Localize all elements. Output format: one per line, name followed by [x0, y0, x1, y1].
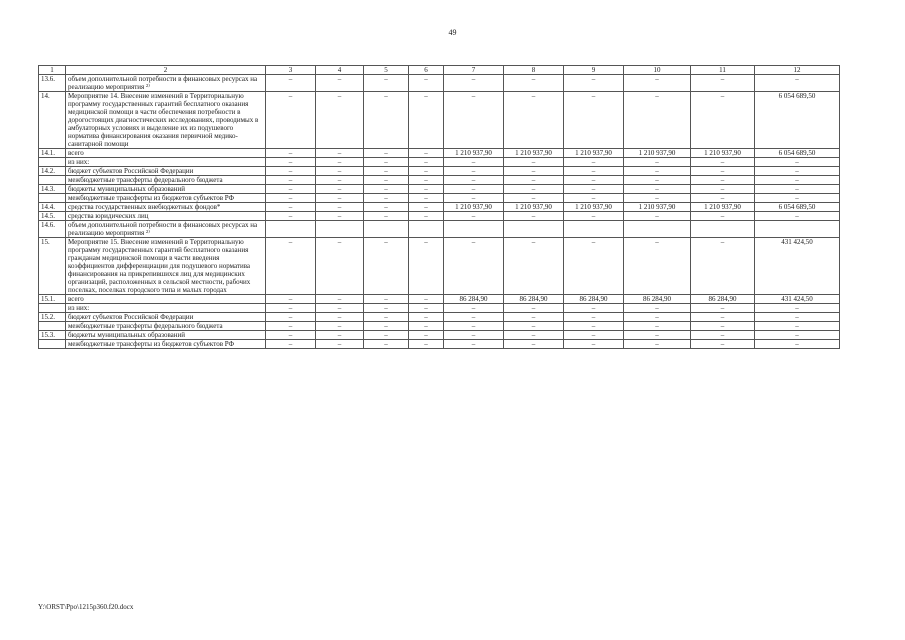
value-cell: – — [444, 238, 504, 295]
row-description: бюджеты муниципальных образований — [66, 185, 266, 194]
value-cell: – — [266, 167, 316, 176]
value-cell: – — [691, 238, 755, 295]
value-cell: – — [755, 176, 840, 185]
value-cell: – — [409, 322, 444, 331]
value-cell: 1 210 937,90 — [564, 149, 624, 158]
column-header: 4 — [316, 66, 364, 75]
row-description: всего — [66, 295, 266, 304]
value-cell: – — [266, 75, 316, 92]
value-cell: – — [409, 92, 444, 149]
value-cell: – — [691, 212, 755, 221]
table-row — [39, 304, 840, 313]
value-cell: – — [364, 149, 409, 158]
row-description: межбюджетные трансферты федерального бюджета — [66, 322, 266, 331]
value-cell — [755, 221, 840, 238]
value-cell: – — [409, 238, 444, 295]
row-number: 14.3. — [39, 185, 66, 194]
value-cell: – — [364, 295, 409, 304]
footer-file-path: Y:\ORST\Ppo\1215p360.f20.docx — [38, 603, 134, 611]
value-cell: – — [504, 340, 564, 349]
value-cell: – — [691, 92, 755, 149]
row-description: объем дополнительной потребности в финансовых ресурсах на реализацию мероприятия ²⁾ — [66, 221, 266, 238]
value-cell: – — [564, 176, 624, 185]
value-cell: 6 054 689,50 — [755, 92, 840, 149]
value-cell: – — [409, 158, 444, 167]
value-cell: – — [624, 167, 691, 176]
value-cell: – — [504, 238, 564, 295]
value-cell: – — [564, 304, 624, 313]
value-cell: – — [266, 331, 316, 340]
value-cell: – — [444, 304, 504, 313]
value-cell: – — [691, 340, 755, 349]
value-cell: – — [624, 75, 691, 92]
value-cell: – — [564, 331, 624, 340]
value-cell: – — [364, 176, 409, 185]
value-cell: – — [444, 212, 504, 221]
value-cell: – — [564, 92, 624, 149]
row-number — [39, 176, 66, 185]
table-row — [39, 340, 840, 349]
value-cell: – — [755, 185, 840, 194]
value-cell: 1 210 937,90 — [444, 149, 504, 158]
value-cell: – — [364, 313, 409, 322]
value-cell: – — [316, 158, 364, 167]
value-cell: – — [316, 149, 364, 158]
value-cell: – — [624, 92, 691, 149]
table-row — [39, 194, 840, 203]
row-number: 15.3. — [39, 331, 66, 340]
value-cell: 1 210 937,90 — [624, 149, 691, 158]
value-cell: – — [316, 176, 364, 185]
row-number: 13.6. — [39, 75, 66, 92]
row-description: межбюджетные трансферты федерального бюджета — [66, 176, 266, 185]
value-cell: – — [564, 185, 624, 194]
value-cell: 1 210 937,90 — [504, 149, 564, 158]
column-header: 5 — [364, 66, 409, 75]
value-cell: – — [755, 212, 840, 221]
value-cell — [504, 221, 564, 238]
value-cell: – — [266, 158, 316, 167]
value-cell: – — [364, 331, 409, 340]
page-number: 49 — [448, 28, 457, 37]
table-row — [39, 158, 840, 167]
value-cell: – — [755, 158, 840, 167]
value-cell: – — [444, 185, 504, 194]
column-header: 12 — [755, 66, 840, 75]
table-row — [39, 75, 840, 92]
value-cell: – — [409, 212, 444, 221]
column-header: 7 — [444, 66, 504, 75]
value-cell: – — [364, 75, 409, 92]
table-row — [39, 149, 840, 158]
value-cell: – — [316, 194, 364, 203]
row-number: 15.1. — [39, 295, 66, 304]
row-number — [39, 194, 66, 203]
row-number: 14.6. — [39, 221, 66, 238]
value-cell: – — [364, 304, 409, 313]
value-cell: – — [409, 75, 444, 92]
value-cell: – — [691, 185, 755, 194]
table-row — [39, 313, 840, 322]
value-cell: – — [266, 304, 316, 313]
value-cell: – — [691, 167, 755, 176]
value-cell: – — [755, 340, 840, 349]
row-description: бюджеты муниципальных образований — [66, 331, 266, 340]
value-cell: – — [691, 176, 755, 185]
value-cell: – — [624, 340, 691, 349]
value-cell: – — [316, 167, 364, 176]
row-description: Мероприятие 15. Внесение изменений в Территориальную программу государственных гарантий бесплатного оказания гражданам медицинской помощи в части введения коэффициентов дифференциации для подушевого норматива финансирования на прикрепившихся лиц для медицинских организаций, расположенных в сельской местности, рабочих поселках, поселках городского типа и малых городах — [66, 238, 266, 295]
value-cell: – — [755, 167, 840, 176]
value-cell: – — [624, 212, 691, 221]
table-row — [39, 203, 840, 212]
value-cell: – — [755, 313, 840, 322]
value-cell: – — [316, 92, 364, 149]
row-number — [39, 322, 66, 331]
column-header: 8 — [504, 66, 564, 75]
value-cell: – — [624, 194, 691, 203]
value-cell: – — [564, 313, 624, 322]
value-cell: 1 210 937,90 — [564, 203, 624, 212]
value-cell: – — [409, 194, 444, 203]
value-cell: – — [266, 238, 316, 295]
column-header: 1 — [39, 66, 66, 75]
value-cell: – — [266, 203, 316, 212]
value-cell: – — [266, 149, 316, 158]
value-cell: 86 284,90 — [564, 295, 624, 304]
value-cell: – — [755, 75, 840, 92]
row-description: средства юридических лиц — [66, 212, 266, 221]
row-number: 14.5. — [39, 212, 66, 221]
value-cell: 1 210 937,90 — [504, 203, 564, 212]
value-cell: – — [364, 203, 409, 212]
value-cell: – — [444, 331, 504, 340]
value-cell — [564, 221, 624, 238]
row-description: Мероприятие 14. Внесение изменений в Территориальную программу государственных гарантий бесплатного оказания медицинской помощи в части обеспечения потребности в дорогостоящих диагностических исследованиях, проводимых в амбулаторных условиях и выделение их из подушевого норматива финансирования оказания первичной медико-санитарной помощи — [66, 92, 266, 149]
value-cell: – — [564, 75, 624, 92]
row-description: средства государственных внебюджетных фондов* — [66, 203, 266, 212]
row-description: из них: — [66, 304, 266, 313]
value-cell: – — [564, 340, 624, 349]
value-cell: – — [624, 158, 691, 167]
value-cell: – — [624, 322, 691, 331]
value-cell: – — [364, 185, 409, 194]
value-cell: – — [409, 304, 444, 313]
value-cell: – — [624, 238, 691, 295]
value-cell: – — [755, 194, 840, 203]
value-cell: – — [409, 331, 444, 340]
table-row — [39, 212, 840, 221]
value-cell: – — [364, 167, 409, 176]
value-cell: – — [266, 212, 316, 221]
value-cell: – — [691, 158, 755, 167]
column-header: 2 — [66, 66, 266, 75]
column-header: 6 — [409, 66, 444, 75]
value-cell: 86 284,90 — [444, 295, 504, 304]
row-description: бюджет субъектов Российской Федерации — [66, 167, 266, 176]
value-cell: – — [364, 238, 409, 295]
value-cell: – — [316, 295, 364, 304]
table-row — [39, 92, 840, 149]
value-cell: – — [409, 149, 444, 158]
value-cell: – — [504, 176, 564, 185]
value-cell: – — [564, 158, 624, 167]
value-cell: – — [409, 185, 444, 194]
value-cell: – — [564, 212, 624, 221]
table-row — [39, 167, 840, 176]
value-cell: 86 284,90 — [624, 295, 691, 304]
value-cell — [266, 221, 316, 238]
row-number: 15.2. — [39, 313, 66, 322]
value-cell: – — [364, 158, 409, 167]
value-cell: – — [266, 185, 316, 194]
value-cell: – — [444, 340, 504, 349]
value-cell: – — [266, 194, 316, 203]
value-cell: 431 424,50 — [755, 295, 840, 304]
table-row — [39, 176, 840, 185]
column-header: 10 — [624, 66, 691, 75]
row-description: всего — [66, 149, 266, 158]
value-cell: – — [266, 295, 316, 304]
value-cell: – — [564, 167, 624, 176]
row-number — [39, 158, 66, 167]
value-cell: – — [564, 238, 624, 295]
value-cell: – — [266, 313, 316, 322]
value-cell: – — [316, 313, 364, 322]
row-description: бюджет субъектов Российской Федерации — [66, 313, 266, 322]
value-cell: – — [624, 176, 691, 185]
value-cell: – — [444, 92, 504, 149]
table-row — [39, 221, 840, 238]
value-cell: – — [409, 167, 444, 176]
value-cell: – — [691, 322, 755, 331]
value-cell: – — [316, 203, 364, 212]
value-cell: – — [444, 194, 504, 203]
value-cell: – — [624, 185, 691, 194]
value-cell: – — [504, 75, 564, 92]
value-cell: – — [504, 158, 564, 167]
value-cell: – — [409, 176, 444, 185]
row-description: межбюджетные трансферты из бюджетов субъектов РФ — [66, 194, 266, 203]
value-cell: – — [504, 212, 564, 221]
value-cell: – — [691, 313, 755, 322]
value-cell: – — [409, 295, 444, 304]
value-cell: 86 284,90 — [504, 295, 564, 304]
value-cell: – — [444, 176, 504, 185]
value-cell: – — [266, 322, 316, 331]
value-cell: – — [755, 331, 840, 340]
value-cell: – — [504, 304, 564, 313]
value-cell: – — [316, 331, 364, 340]
value-cell: – — [444, 167, 504, 176]
value-cell — [364, 221, 409, 238]
value-cell: – — [444, 322, 504, 331]
row-number: 15. — [39, 238, 66, 295]
value-cell: – — [691, 331, 755, 340]
value-cell: 1 210 937,90 — [444, 203, 504, 212]
value-cell: 1 210 937,90 — [691, 203, 755, 212]
value-cell: – — [691, 75, 755, 92]
row-description: межбюджетные трансферты из бюджетов субъектов РФ — [66, 340, 266, 349]
column-header: 3 — [266, 66, 316, 75]
value-cell: – — [316, 304, 364, 313]
row-number: 14.1. — [39, 149, 66, 158]
value-cell: – — [504, 322, 564, 331]
table-row — [39, 331, 840, 340]
column-header: 11 — [691, 66, 755, 75]
value-cell: 6 054 689,50 — [755, 149, 840, 158]
table-row — [39, 322, 840, 331]
value-cell: – — [364, 322, 409, 331]
row-number — [39, 340, 66, 349]
financing-table — [38, 65, 840, 349]
value-cell: – — [316, 185, 364, 194]
column-header: 9 — [564, 66, 624, 75]
value-cell: – — [504, 185, 564, 194]
value-cell: – — [564, 194, 624, 203]
value-cell: – — [316, 212, 364, 221]
value-cell — [691, 221, 755, 238]
value-cell: – — [316, 238, 364, 295]
value-cell: 86 284,90 — [691, 295, 755, 304]
value-cell: – — [444, 75, 504, 92]
value-cell: – — [504, 92, 564, 149]
row-description: из них: — [66, 158, 266, 167]
row-description: объем дополнительной потребности в финансовых ресурсах на реализацию мероприятия ²⁾ — [66, 75, 266, 92]
row-number: 14.2. — [39, 167, 66, 176]
value-cell: – — [504, 194, 564, 203]
value-cell: – — [624, 313, 691, 322]
value-cell: – — [266, 92, 316, 149]
value-cell: – — [755, 322, 840, 331]
value-cell: – — [266, 176, 316, 185]
value-cell: – — [409, 203, 444, 212]
value-cell: – — [444, 158, 504, 167]
value-cell: – — [364, 340, 409, 349]
row-number: 14. — [39, 92, 66, 149]
value-cell: – — [409, 313, 444, 322]
table-row — [39, 185, 840, 194]
value-cell: – — [364, 92, 409, 149]
row-number — [39, 304, 66, 313]
value-cell — [316, 221, 364, 238]
value-cell: – — [755, 304, 840, 313]
value-cell: – — [409, 340, 444, 349]
value-cell: – — [364, 194, 409, 203]
value-cell: – — [564, 322, 624, 331]
value-cell: – — [266, 340, 316, 349]
value-cell: 431 424,50 — [755, 238, 840, 295]
value-cell — [624, 221, 691, 238]
value-cell: – — [504, 313, 564, 322]
value-cell: – — [504, 331, 564, 340]
table-row — [39, 295, 840, 304]
value-cell: – — [691, 194, 755, 203]
value-cell: – — [444, 313, 504, 322]
header-row — [39, 66, 840, 75]
value-cell — [409, 221, 444, 238]
value-cell: – — [316, 322, 364, 331]
value-cell: – — [504, 167, 564, 176]
value-cell — [444, 221, 504, 238]
value-cell: 6 054 689,50 — [755, 203, 840, 212]
value-cell: – — [624, 331, 691, 340]
value-cell: – — [316, 75, 364, 92]
value-cell: 1 210 937,90 — [624, 203, 691, 212]
value-cell: – — [364, 212, 409, 221]
value-cell: – — [624, 304, 691, 313]
row-number: 14.4. — [39, 203, 66, 212]
table-row — [39, 238, 840, 295]
value-cell: 1 210 937,90 — [691, 149, 755, 158]
value-cell: – — [691, 304, 755, 313]
value-cell: – — [316, 340, 364, 349]
